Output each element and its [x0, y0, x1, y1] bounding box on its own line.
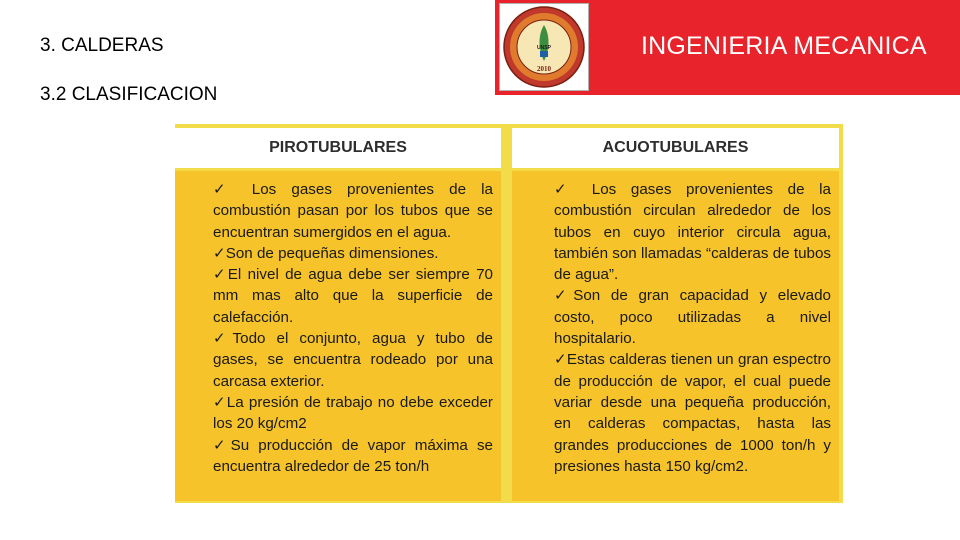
brand-banner: [495, 0, 960, 95]
list-item: ✓ Los gases provenientes de la combustión pasan por los tubos que se encuentran sumergidos en el agua.: [213, 181, 493, 241]
logo-year: 2010: [537, 65, 551, 73]
list-item: ✓ Los gases provenientes de la combustión circulan alrededor de los tubos en cuyo interior circula agua, también son llamadas “calderas de tubos de agua”.: [554, 181, 831, 284]
column-header-acuotubulares: ACUOTUBULARES: [512, 128, 839, 168]
list-item: ✓Son de pequeñas dimensiones.: [213, 244, 439, 262]
list-item: ✓Su producción de vapor máxima se encuentra alrededor de 25 ton/h: [213, 436, 493, 475]
university-seal-icon: [502, 5, 586, 89]
list-item: ✓La presión de trabajo no debe exceder los 20 kg/cm2: [213, 393, 493, 433]
column-header-pirotubulares: PIROTUBULARES: [175, 128, 501, 168]
university-logo: [499, 3, 589, 91]
section-heading: 3. CALDERAS: [40, 35, 164, 56]
list-item: ✓Son de gran capacidad y elevado costo, poco utilizadas a nivel hospitalario.: [554, 287, 831, 348]
logo-acronym: UNSP: [537, 45, 551, 51]
brand-title: INGENIERIA MECANICA: [641, 32, 927, 60]
column-body-acuotubulares: [512, 171, 839, 501]
list-item: ✓El nivel de agua debe ser siempre 70 mm mas alto que la superficie de calefacción.: [213, 266, 493, 326]
column-body-pirotubulares: [175, 171, 501, 501]
list-item: ✓Todo el conjunto, agua y tubo de gases, se encuentra rodeado por una carcasa exterior.: [213, 330, 493, 390]
classification-table: [175, 124, 843, 503]
list-item: ✓Estas calderas tienen un gran espectro de producción de vapor, el cual puede variar desde una pequeña producción, en calderas compactas, hasta las grandes producciones de 1000 ton/h y presiones hasta 150 kg/cm2.: [554, 351, 831, 475]
subsection-heading: 3.2 CLASIFICACION: [40, 84, 218, 105]
